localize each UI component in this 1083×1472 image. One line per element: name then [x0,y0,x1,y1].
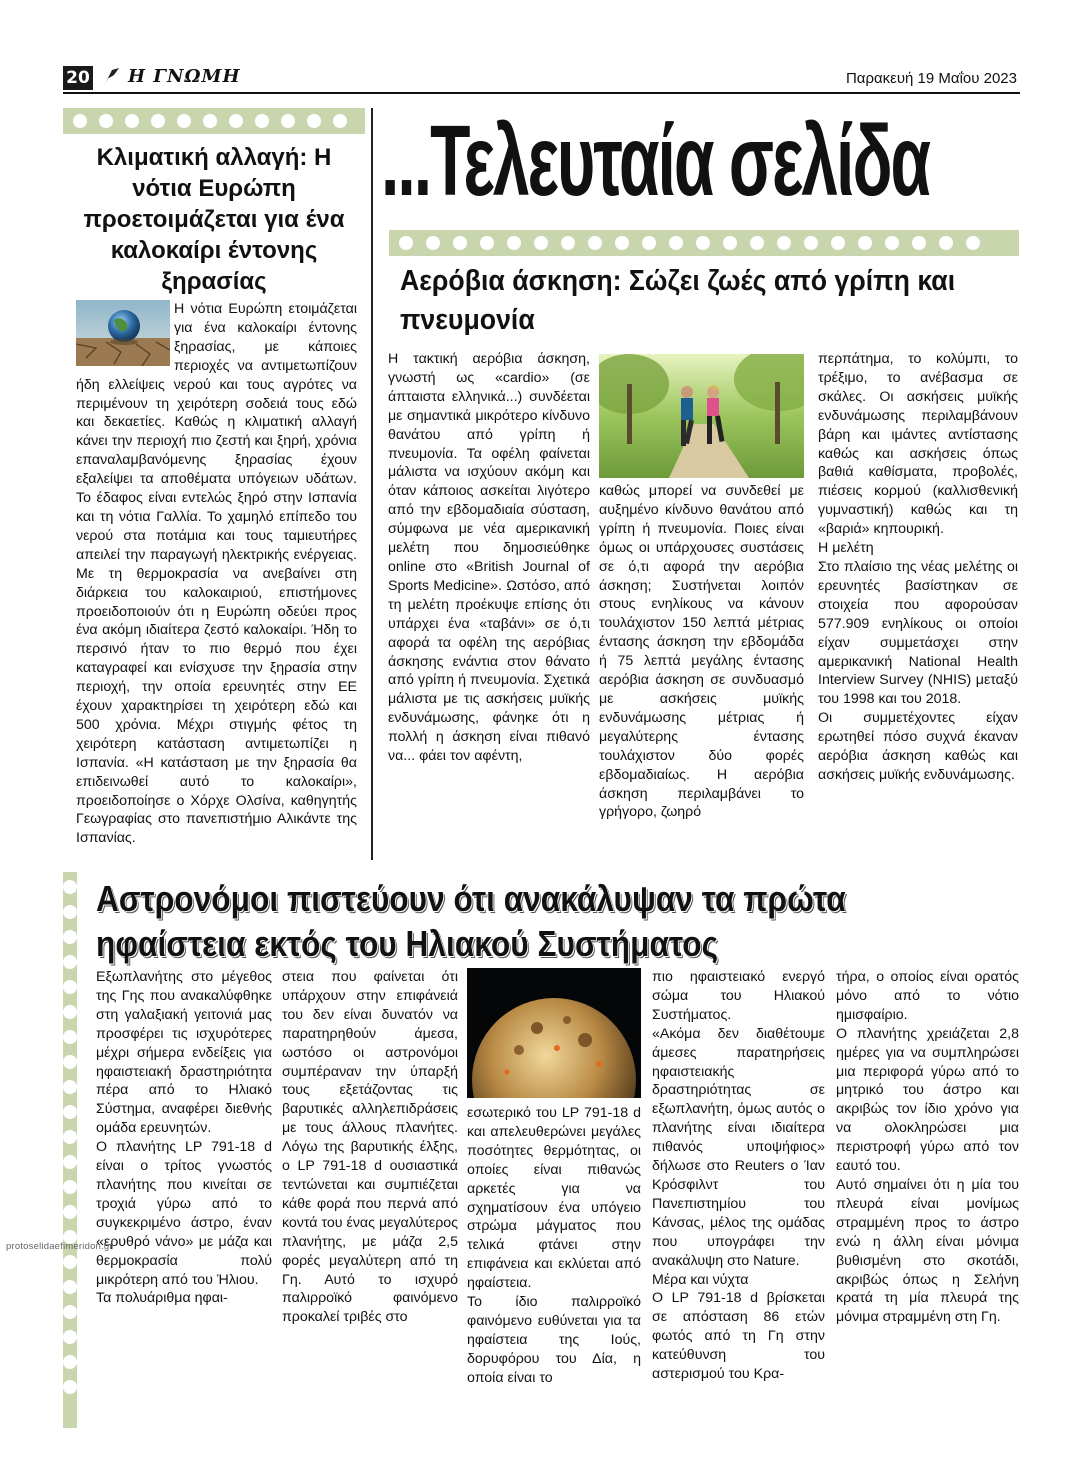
right-dot-band [389,230,1019,256]
column-divider [371,108,373,860]
aerobic-story-headline: Αερόβια άσκηση: Σώζει ζωές από γρίπη και πνευμονία [400,265,956,336]
runners-photo [599,354,804,478]
astro-subhead: Μέρα και νύχτα [652,1271,749,1288]
masthead: Η ΓΝΩΜΗ [128,66,241,87]
aerobic-col-3: περπάτημα, το κολύμπι, το τρέξιμο, το ανέβασμα σε σκάλες. Οι ασκήσεις μυϊκής ενδυνάμωσης περιλαμβάνουν βάρη και ιμάντες αντίστασης καθώς και ασκήσεις όπως βαθιά καθίσματα, προβολές, πιέσεις κορμού (καλλισθενική γυμναστική) καθώς και τη «βαριά» κηπουρική. Η μελέτη Στο πλαίσιο της νέας μελέτης οι ερευνητές βασίστηκαν σε στοιχεία που αφορούσαν 577.909 ενηλίκους οι οποίοι είχαν συμμετάσχει στην αμερικανική National Health Interview Survey (NHIS) μεταξύ του 1998 και του 2018. Οι συμμετέχοντες είχαν ερωτηθεί πόσο συχνά έκαναν αερόβια άσκηση καθώς και ασκήσεις μυϊκής ενδυνάμωσης. [818,351,1018,783]
left-story-body: Η νότια Ευρώπη ετοιμάζεται για ένα καλοκαίρι έντονης ξηρασίας, με κάποιες περιοχές να αντιμετωπίζουν ήδη ελλείψεις νερού και τους αγρότες να περιμένουν τη χειρότερη σοδειά τους εδώ και δεκαετίες. Καθώς η κλιματική αλλαγή κάνει την περιοχή πιο ζεστή και ξηρή, χρόνια επαναλαμβανόμενης ξηρασίας έχουν εξαλείψει τα αποθέματα υπόγειων υδάτων. Το έδαφος είναι εντελώς ξηρό στην Ισπανία και τη νότια Γαλλία. Το χαμηλό επίπεδο του νερού στα ποτάμια και τους ταμιευτήρες απειλεί την παραγωγή ηλεκτρικής ενέργειας. Με τη θερμοκρασία να ανεβαίνει στη διάρκεια του καλοκαιριού, επιστήμονες προειδοποιούν ότι η Ευρώπη οδεύει προς ένα ακόμη ιδιαίτερα ζεστό καλοκαίρι. Ήδη το περσινό ήταν το πιο θερμό που έχει καταγραφεί και ενίσχυσε την ξηρασία στην περιοχή, την οποία ερευνητές στην ΕΕ έχουν χαρακτηρίσει τη χειρότερη εδώ και 500 χρόνια. Μέχρι στιγμής φέτος τη χειρότερη κατάσταση αντιμετωπίζει η Ισπανία. «Η κατάσταση με την ξηρασία θα επιδεινωθεί αυτό το καλοκαίρι», προειδοποίησε ο Χόρχε Ολσίνα, καθηγητής Γεωγραφίας στο πανεπιστήμιο Αλικάντε της Ισπανίας. [76,301,357,847]
aerobic-col-1: Η τακτική αερόβια άσκηση, γνωστή ως «cardio» (σε άπταιστα ελληνικά...) συνδέεται με σημαντικά μικρότερο κίνδυνο θανάτου από γρίπη ή πνευμονία. Τα οφέλη φαίνεται μάλιστα να ισχύουν ακόμη και όταν κάποιος ασκείται λιγότερο από την εβδομαδιαία σύσταση, σύμφωνα με νέα αμερικανική μελέτη που δημοσιεύθηκε online στο «British Journal of Sports Medicine». Ωστόσο, από τη μελέτη προέκυψε επίσης ότι υπάρχει ένα «ταβάνι» σε ό,τι αφορά τα οφέλη της αερόβιας άσκησης ενάντια στον θάνατο από γρίπη ή πνευμονία. Σχετικά μάλιστα με τις ασκήσεις μυϊκής ενδυνάμωσης, φάνηκε ότι η πολλή η άσκηση είναι πιθανό να... φάει τον αφέντη, [388,351,590,765]
astro-col-5: τήρα, ο οποίος είναι ορατός μόνο από το νότιο ημισφαίριο. Ο πλανήτης χρειάζεται 2,8 ημέρες για να συμπληρώσει μια περιφορά γύρω από το μητρικό του άστρο και ακριβώς τον ίδιο χρόνο για να ολοκληρώσει μια περιστροφή γύρω από τον εαυτό του. Αυτό σημαίνει ότι η μία του πλευρά είναι μονίμως στραμμένη προς το άστρο ενώ η άλλη είναι μόνιμα βυθισμένη στο σκοτάδι, ακριβώς όπως η Σελήνη κρατά τη μία πλευρά της μόνιμα στραμμένη στη Γη. [836,969,1019,1326]
quill-icon [100,66,122,90]
astro-dot-band [63,872,77,1428]
page-number: 20 [63,66,93,90]
watermark: protoselidaefimeridon.gr [6,1241,113,1252]
issue-date: Παρακευή 19 Μαΐου 2023 [845,70,1017,87]
astro-story-headline: Αστρονόμοι πιστεύουν ότι ανακάλυψαν τα πρώτα ηφαίστεια εκτός του Ηλιακού Συστήματος [96,878,846,964]
aerobic-col-2: καθώς μπορεί να συνδεθεί με αυξημένο κίνδυνο θανάτου από γρίπη ή πνευμονία. Ποιες είναι όμως οι υπάρχουσες συστάσεις σε ό,τι αφορά την αερόβια άσκηση; Συστήνεται λοιπόν στους ενηλίκους να κάνουν τουλάχιστον 150 λεπτά μέτριας έντασης άσκηση την εβδομάδα ή 75 λεπτά μεγάλης έντασης αερόβια άσκηση σε συνδυασμό με ασκήσεις μυϊκής ενδυνάμωσης μέτριας ή μεγαλύτερης έντασης τουλάχιστον δύο φορές εβδομαδιαίως. Η αερόβια άσκηση περιλαμβάνει το γρήγορο, ζωηρό [599,483,804,821]
left-dot-band [63,108,365,134]
section-title: ...Τελευταία σελίδα [381,105,930,217]
astro-col-2: στεια που φαίνεται ότι υπάρχουν στην επιφάνειά του δεν είναι δυνατόν να παρατηρηθούν άμεσα, ωστόσο οι αστρονόμοι συμπέραναν την ύπαρξή τους εξετάζοντας τις βαρυτικές αλληλεπιδράσεις με τους άλλους πλανήτες. Λόγω της βαρυτικής έλξης, ο LP 791-18 d ουσιαστικά τεντώνεται και συμπιέζεται κάθε φορά που περνά από κοντά του ένας μεγαλύτερος πλανήτης, με μάζα 2,5 φορές μεγαλύτερη από τη Γη. Αυτό το ισχυρό παλιρροϊκό φαινόμενο προκαλεί τριβές στο [282,969,458,1326]
astro-col-4: πιο ηφαιστειακό ενεργό σώμα του Ηλιακού Συστήματος. «Ακόμα δεν διαθέτουμε άμεσες παρατηρήσεις ηφαιστειακής δραστηριότητας σε εξωπλανήτη, όμως αυτός ο πλανήτης είναι ιδιαίτερα πιθανός υποψήφιος» δήλωσε στο Reuters ο Ίαν Κρόσφιλντ του Πανεπιστημίου του Κάνσας, μέλος της ομάδας που υπογράφει την ανακάλυψη στο Nature. Μέρα και νύχτα Ο LP 791-18 d βρίσκεται σε απόσταση 86 ετών φωτός από τη Γη στην κατεύθυνση του αστερισμού του Κρα- [652,969,825,1383]
astro-col-1: Εξωπλανήτης στο μέγεθος της Γης που ανακαλύφθηκε στη γαλαξιακή γειτονιά μας προσφέρει τις ισχυρότερες μέχρι σήμερα ενδείξεις για ηφαιστειακή δραστηριότητα πέρα από το Ηλιακό Σύστημα, αναφέρει διεθνής ομάδα ερευνητών. Ο πλανήτης LP 791-18 d είναι ο τρίτος γνωστός πλανήτης που κινείται σε τροχιά γύρω από το συγκεκριμένο άστρο, έναν «ερυθρό νάνο» με μάζα και θερμοκρασία πολύ μικρότερη από του Ήλιου. Τα πολυάριθμα ηφαι- [96,969,272,1307]
astro-col-3: εσωτερικό του LP 791-18 d και απελευθερώνει μεγάλες ποσότητες θερμότητας, οι οποίες είναι πιθανώς αρκετές για να σχηματίσουν ένα υπόγειο στρώμα μάγματος που τελικά φτάνει στην επιφάνεια και εκλύεται από ηφαίστεια. Το ίδιο παλιρροϊκό φαινόμενο ευθύνεται για τα ηφαίστεια της Ιούς, δορυφόρου του Δία, η οποία είναι το [467,1105,641,1386]
volcanic-planet-photo [467,968,641,1098]
header-divider [63,92,1020,94]
aerobic-subhead: Η μελέτη [818,540,874,557]
left-story-headline: Κλιματική αλλαγή: Η νότια Ευρώπη προετοιμάζεται για ένα καλοκαίρι έντονης ξηρασίας [83,144,345,295]
